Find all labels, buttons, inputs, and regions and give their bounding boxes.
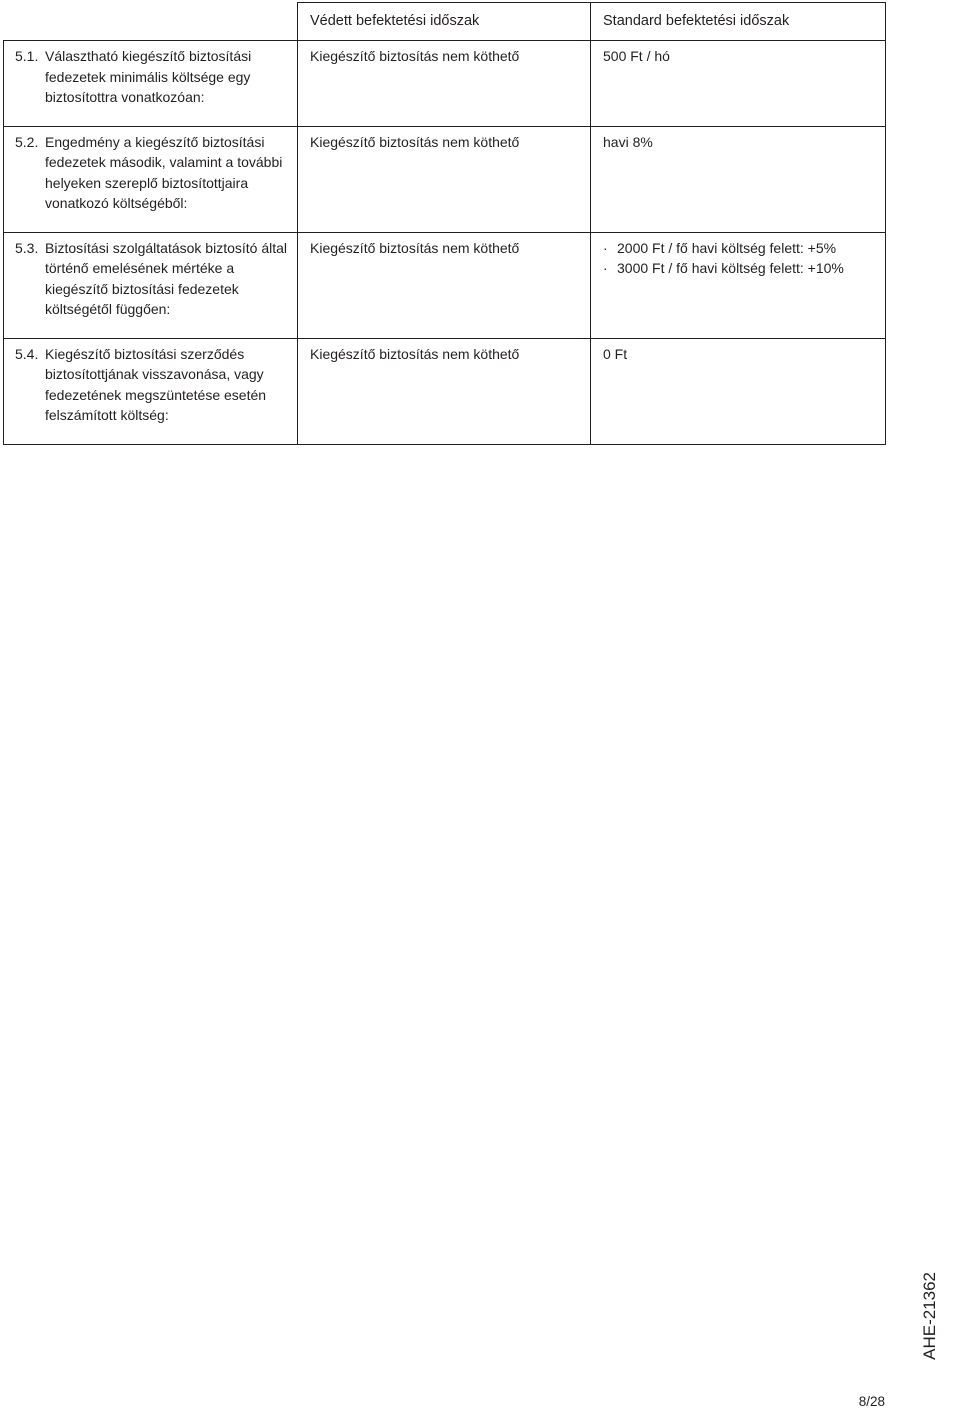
protected-value: Kiegészítő biztosítás nem köthető <box>298 232 591 338</box>
row-number: 5.1. <box>15 48 39 64</box>
protected-value: Kiegészítő biztosítás nem köthető <box>298 126 591 232</box>
standard-value: 0 Ft <box>591 338 886 444</box>
protected-value: Kiegészítő biztosítás nem köthető <box>298 41 591 127</box>
row-label-cell <box>4 338 298 444</box>
table-row <box>4 232 886 338</box>
list-item: · 3000 Ft / fő havi költség felett: +10% <box>603 258 873 279</box>
document-code: AHE-21362 <box>920 1272 939 1360</box>
cost-table <box>3 2 886 445</box>
row-number: 5.3. <box>15 239 39 256</box>
header-protected-period: Védett befektetési időszak <box>298 3 591 41</box>
row-label-cell <box>4 41 298 127</box>
row-label: Kiegészítő biztosítási szerződés biztosítottjának visszavonása, vagy fedezetének megszüntetése esetén felszámított költség: <box>45 345 267 423</box>
row-number: 5.2. <box>15 133 39 150</box>
table-row <box>4 41 886 127</box>
table-row <box>4 338 886 444</box>
list-item: · 2000 Ft / fő havi költség felett: +5% <box>603 238 873 259</box>
standard-value: havi 8% <box>591 126 886 232</box>
row-label-cell <box>4 232 298 338</box>
standard-value-list-cell <box>591 232 886 338</box>
protected-value: Kiegészítő biztosítás nem köthető <box>298 338 591 444</box>
row-label: Engedmény a kiegészítő biztosítási fedezetek második, valamint a további helyeken szereplő biztosítottjaira vonatkozó költségéből: <box>45 133 283 211</box>
standard-value: 500 Ft / hó <box>591 41 886 127</box>
header-standard-period: Standard befektetési időszak <box>591 3 886 41</box>
header-empty-cell <box>4 3 298 41</box>
table-row <box>4 126 886 232</box>
row-label: Biztosítási szolgáltatások biztosító által történő emelésének mértéke a kiegészítő biztosítási fedezetek költségétől függően: <box>45 239 288 317</box>
page-number: 8/28 <box>858 1394 885 1409</box>
table-header-row <box>4 3 886 41</box>
row-label: Választható kiegészítő biztosítási fedezetek minimális költsége egy biztosítottra vonatkozóan: <box>45 48 252 105</box>
row-number: 5.4. <box>15 345 39 362</box>
standard-value-list <box>603 238 873 279</box>
row-label-cell <box>4 126 298 232</box>
